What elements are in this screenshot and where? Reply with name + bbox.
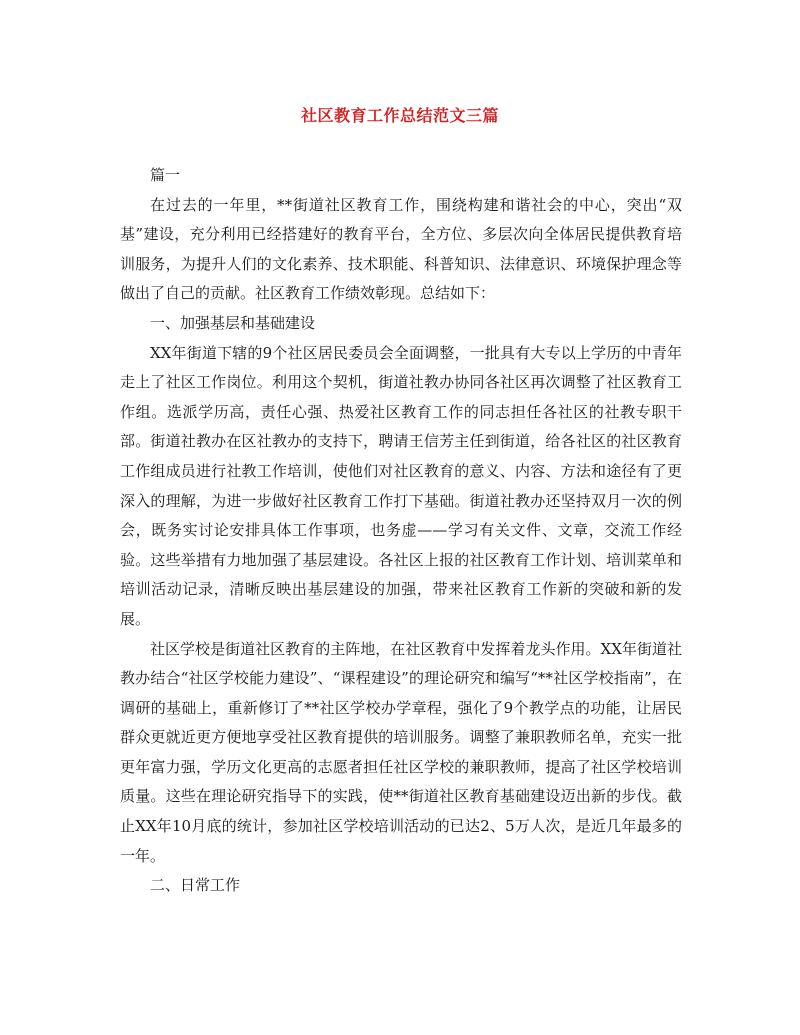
section-heading-2: 二、日常工作	[150, 876, 241, 895]
body-paragraph-community-school: 社区学校是街道社区教育的主阵地，在社区教育中发挥着龙头作用。XX年街道社教办结合“社区学校能力建设”、“课程建设”的理论研究和编写“**社区学校指南”，在调研的基础上，重新修订了**社区学校办学章程，强化了9个教学点的功能，让居民群众更就近更方便地享受社区教育提供的培训服务。调整了兼职教师名单，充实一批更年富力强，学历文化更高的志愿者担任社区学校的兼职教师，提高了社区学校培训质量。这些在理论研究指导下的实践，使**街道社区教育基础建设迈出新的步伐。截止XX年10月底的统计，参加社区学校培训活动的已达2、5万人次，是近几年最多的一年。	[120, 639, 682, 865]
intro-paragraph: 在过去的一年里，**街道社区教育工作，围绕构建和谐社会的中心，突出“双基”建设，充分利用已经搭建好的教育平台，全方位、多层次向全体居民提供教育培训服务，为提升人们的文化素养、技术职能、科普知识、法律意识、环境保护理念等做出了自己的贡献。社区教育工作绩效彰现。总结如下：	[120, 195, 682, 303]
body-paragraph-grassroots: XX年街道下辖的9个社区居民委员会全面调整，一批具有大专以上学历的中青年走上了社区工作岗位。利用这个契机，街道社教办协同各社区再次调整了社区教育工作组。选派学历高，责任心强、热爱社区教育工作的同志担任各社区的社教专职干部。街道社教办在区社教办的支持下，聘请王信芳主任到街道，给各社区的社区教育工作组成员进行社教工作培训，使他们对社区教育的意义、内容、方法和途径有了更深入的理解，为进一步做好社区教育工作打下基础。街道社教办还坚持双月一次的例会，既务实讨论安排具体工作事项，也务虚——学习有关文件、文章，交流工作经验。这些举措有力地加强了基层建设。各社区上报的社区教育工作计划、培训菜单和培训活动记录，清晰反映出基层建设的加强，带来社区教育工作新的突破和新的发展。	[120, 343, 682, 628]
document-body	[120, 161, 682, 901]
document-title: 社区教育工作总结范文三篇	[300, 106, 499, 125]
section-heading-1: 一、加强基层和基础建设	[150, 313, 316, 332]
section-label-part-one: 篇一	[150, 166, 181, 184]
